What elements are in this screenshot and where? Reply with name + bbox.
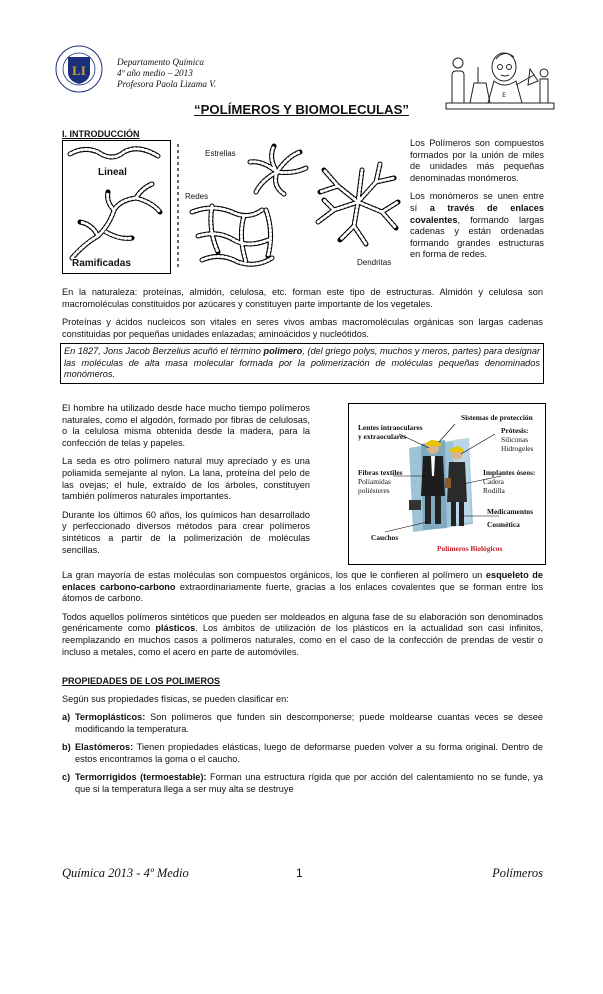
history-paragraph-1: El hombre ha utilizado desde hace mucho tiempo polímeros naturales, como el algodón, formado por fibras de celulosas, o la celulosa misma obtenida desde la madera, para la confección de telas y papeles. [62, 403, 310, 448]
footer-left: Química 2013 - 4º Medio [62, 866, 189, 880]
polymer-structures-figure [62, 140, 403, 274]
berzelius-box [60, 343, 544, 384]
teacher-line: Profesora Paola Lizama V. [117, 79, 217, 89]
fig-implantes-items: Cadera Rodilla [483, 477, 505, 495]
fig-protesis: Prótesis: [501, 426, 529, 435]
property-item-a: a) Termoplásticos: Son polímeros que funden sin descomponerse; puede moldearse cuantas veces se desee modificando la temperatura. [62, 712, 543, 734]
fig-cauchos: Cauchos [371, 533, 399, 542]
intro-heading: I. INTRODUCCIÓN [62, 129, 140, 139]
label-ramificadas: Ramificadas [72, 258, 131, 269]
fig-caption: Polímeros Biológicos [437, 544, 503, 553]
department-line: Departamento Química [117, 57, 205, 67]
fig-implantes: Implantes óseos: [483, 468, 536, 477]
svg-text:E: E [502, 92, 506, 99]
fig-cosmetica: Cosmética [487, 520, 520, 529]
fig-fibras-items: Poliamidas poliésteres [358, 477, 391, 495]
history-paragraph-3: Durante los últimos 60 años, los químicos han desarrollado y perfeccionado diversos métodos para crear polímeros sintéticos a partir de la polimerización de moléculas sencillas. [62, 509, 310, 555]
school-logo [55, 45, 103, 93]
properties-heading: PROPIEDADES DE LOS POLIMEROS [62, 676, 221, 686]
svg-text:LI: LI [72, 63, 86, 78]
label-estrellas: Estrellas [205, 149, 236, 158]
biological-polymers-figure [348, 403, 546, 565]
fig-medicamentos: Medicamentos [487, 507, 533, 516]
fig-lentes: Lentes intraoculares y extraoculares [358, 423, 423, 441]
berzelius-text: En 1827, Jons Jacob Berzelius acuñó el término polímero, (del griego polys, muchos y meros, partes) para designar las moléculas de alta masa molecular formada por la polimerización de moléculas pequeñas denominados monómeros. [64, 346, 541, 380]
footer-right: Polímeros [492, 866, 543, 880]
label-dendritas: Dendritas [357, 258, 392, 267]
fig-fibras: Fibras textiles [358, 468, 403, 477]
intro-paragraph-2: Proteínas y ácidos nucleicos son vitales en seres vivos ambas macromoléculas orgánicas son largas cadenas constituidas por pequeñas unidades enlazadas; aminoácidos y nucleótidos. [62, 317, 543, 339]
intro-side-paragraph-1: Los Polímeros son compuestos formados por la unión de miles de unidades más pequeñas denominadas monómeros. [410, 138, 544, 183]
history-paragraph-5: Todos aquellos polímeros sintéticos que pueden ser moldeados en alguna fase de su elaboración son denominados genéricamente como plásticos. Los ámbitos de utilización de los plásticos en la actualidad son casi infinitos, reemplazando en muchos casos a polímeros naturales, como en el caso de la confección de prendas de vestir o incluso a metales, como el acero en parte de automóviles. [62, 611, 543, 657]
footer-page-number: 1 [296, 866, 303, 880]
history-paragraph-2: La seda es otro polímero natural muy apreciado y es una poliamida semejante al nylon. La lana, proteína del pelo de las ovejas; el hule, extraído de los árboles, constituyen también polímeros naturales importantes. [62, 456, 310, 502]
fig-protesis-items: Siliconas Hidrogeles [501, 435, 534, 453]
grade-line: 4º año medio – 2013 [117, 68, 193, 78]
properties-intro: Según sus propiedades físicas, se pueden clasificar en: [62, 694, 289, 704]
intro-side-paragraph-2: Los monómeros se unen entre sí a través de enlaces covalentes, formando largas cadenas y están ordenadas formando grandes estructuras en forma de redes. [410, 191, 544, 260]
fig-sistemas: Sistemas de protección [461, 413, 533, 422]
property-item-b: b) Elastómeros: Tienen propiedades elásticas, luego de deformarse pueden volver a su forma original. Dentro de estos encontramos la goma o el caucho. [62, 742, 543, 764]
property-item-c: c) Termorrigidos (termoestable): Forman una estructura rígida que por acción del calentamiento no se funde, ya que si la temperatura llega a ser muy alta se destruye [62, 772, 543, 794]
intro-paragraph-1: En la naturaleza: proteínas, almidón, celulosa, etc. forman este tipo de estructuras. Almidón y celulosa son macromoléculas constituidos por azúcares y constituyen parte importante de los vegetales. [62, 287, 543, 309]
label-redes: Redes [185, 192, 209, 201]
history-paragraph-4: La gran mayoría de estas moléculas son compuestos orgánicos, los que le confieren al polímero un esqueleto de enlaces carbono-carbono extraordinariamente fuerte, gracias a los enlaces covalentes que se forman entre los átomos de carbono. [62, 570, 544, 604]
label-lineal: Lineal [98, 167, 127, 178]
page-title: “POLÍMEROS Y BIOMOLECULAS” [194, 102, 409, 117]
